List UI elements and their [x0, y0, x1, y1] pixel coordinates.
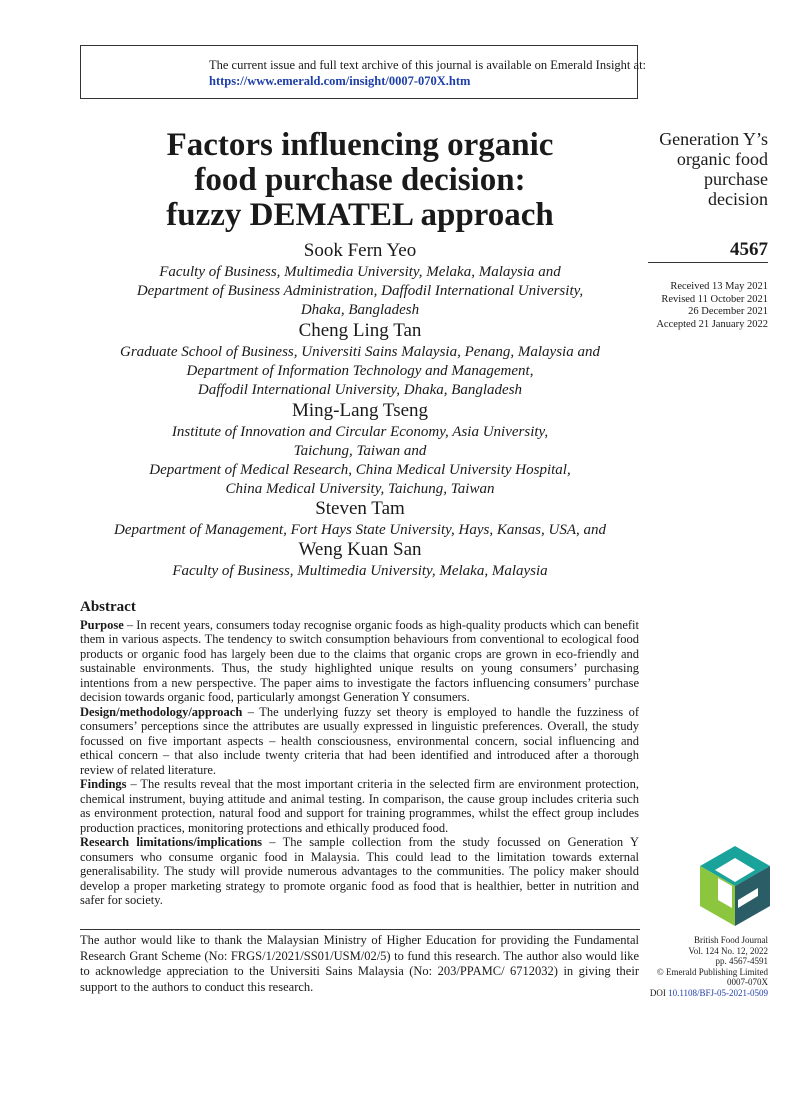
affiliation-line: Department of Management, Fort Hays State University, Hays, Kansas, USA, and [113, 522, 607, 538]
issn: 0007-070X [727, 977, 768, 987]
running-head-line: organic food [676, 149, 768, 169]
section-text: – The sample collection from the study focussed on Generation Y consumers who consume organic food in Malaysia. This could lead to the limitation towards external generalisability. The study will provide numerous advantages to the communities. The policy maker should develop a proper marketing strategy to promote organic food as food that is healthier, better in nutrition and safer for society. [80, 835, 640, 907]
affiliation-line: Department of Business Administration, Daffodil International University, [136, 283, 584, 299]
journal-archive-link[interactable]: https://www.emerald.com/insight/0007-070X.htm [209, 74, 471, 88]
journal-name: British Food Journal [693, 935, 768, 945]
section-label: Purpose [80, 617, 124, 632]
received-date: Received 13 May 2021 [670, 281, 768, 292]
affiliation-line: Faculty of Business, Multimedia University, Melaka, Malaysia [172, 563, 548, 579]
affiliation-line: Daffodil International University, Dhaka, Bangladesh [197, 382, 523, 398]
author-name: Cheng Ling Tan [298, 320, 422, 341]
affiliation-line: Dhaka, Bangladesh [300, 302, 420, 318]
footnote-divider [80, 929, 640, 930]
abstract-findings [80, 777, 639, 835]
author-affiliation [80, 562, 640, 581]
author-name: Ming-Lang Tseng [291, 400, 429, 421]
affiliation-line: Taichung, Taiwan and [293, 443, 427, 459]
accepted-date: Accepted 21 January 2022 [656, 318, 768, 330]
author-affiliation [80, 263, 640, 320]
author-name: Sook Fern Yeo [303, 240, 417, 261]
running-head-line: purchase [704, 169, 768, 189]
affiliation-line: China Medical University, Taichung, Taiwan [225, 481, 495, 497]
running-head [608, 129, 768, 209]
section-label: Design/methodology/approach [80, 704, 243, 719]
access-notice-box [80, 45, 647, 99]
affiliation-line: Institute of Innovation and Circular Economy, Asia University, [171, 424, 549, 440]
section-text: – The underlying fuzzy set theory is employed to handle the fuzziness of consumers’ perceptions since the attributes are usually expressed in linguistic preferences. Overall, the study focussed on five important aspects – health consciousness, environmental concern, social influencing and ethical concern – that also include twenty criteria that had been identified and introduced after a thorough review of related literature. [80, 704, 639, 777]
affiliation-line: Faculty of Business, Multimedia University, Melaka, Malaysia and [159, 264, 561, 280]
doi-label: DOI [649, 987, 669, 998]
access-notice-text: The current issue and full text archive of this journal is available on Emerald Insight at: [209, 58, 647, 72]
running-head-line: Generation Y’s [659, 129, 768, 149]
affiliation-line: Graduate School of Business, Universiti Sains Malaysia, Penang, Malaysia and [120, 344, 600, 360]
author-affiliation [80, 343, 640, 400]
author-name: Weng Kuan San [298, 539, 422, 560]
abstract-heading: Abstract [80, 599, 136, 615]
article-title [80, 128, 640, 233]
revised-date: Revised 11 October 2021 [661, 293, 768, 305]
doi-link[interactable]: 10.1108/BFJ-05-2021-0509 [668, 987, 768, 998]
affiliation-line: Department of Medical Research, China Medical University Hospital, [149, 462, 571, 478]
journal-volume: Vol. 124 No. 12, 2022 [688, 945, 768, 956]
abstract-purpose [80, 618, 639, 705]
copyright: © Emerald Publishing Limited [656, 966, 768, 977]
section-text: – The results reveal that the most important criteria in the selected firm are environment protection, chemical instrument, buying attitude and animal testing. In comparison, the cause group includes criteria such as environment protection, natural food and support for training programmes, whilst the effect group includes production practices, monitoring protections and ethically produced food. [80, 777, 639, 835]
affiliation-line: Department of Information Technology and Management, [186, 363, 534, 379]
section-text: – In recent years, consumers today recognise organic foods as high-quality products which can benefit them in various aspects. The tendency to switch consumption behaviours from conventional to ecological food products or organic food has largely been due to the claims that organic crops are grown in eco-friendly and sustainable environments. Thus, the study highlighted unique results on young consumers’ purchasing intentions from a new perspective. The paper aims to investigate the factors influencing consumers’ purchase decision towards organic food, particularly amongst Generation Y consumers. [80, 617, 639, 704]
title-line: fuzzy DEMATEL approach [166, 197, 554, 233]
running-head-line: decision [708, 189, 768, 209]
author-name: Steven Tam [315, 498, 405, 519]
article-dates [656, 281, 768, 331]
sidebar-divider [648, 262, 768, 263]
abstract [80, 600, 639, 908]
title-line: food purchase decision: [194, 162, 526, 198]
author-affiliation [80, 521, 640, 540]
journal-pages: pp. 4567-4591 [715, 956, 768, 966]
section-label: Findings [80, 777, 127, 791]
page-number: 4567 [730, 239, 768, 260]
section-label: Research limitations/implications [80, 835, 263, 849]
title-line: Factors influencing organic [166, 127, 554, 163]
journal-info [650, 935, 768, 998]
acknowledgement-footnote: The author would like to thank the Malaysian Ministry of Higher Education for providing the Fundamental Research Grant Scheme (No: FRGS/1/2021/SS01/USM/02/5) to fund this research. The author also would like to acknowledge appreciation to the Universiti Sains Malaysia (No: 203/PPAMC/ 6712032) in giving their support to the authors to conduct this research. [80, 933, 639, 994]
emerald-logo-icon [700, 846, 770, 926]
author-affiliation [80, 423, 640, 499]
abstract-design [80, 705, 639, 778]
abstract-limitations [80, 835, 639, 908]
revised-date: 26 December 2021 [688, 306, 768, 317]
